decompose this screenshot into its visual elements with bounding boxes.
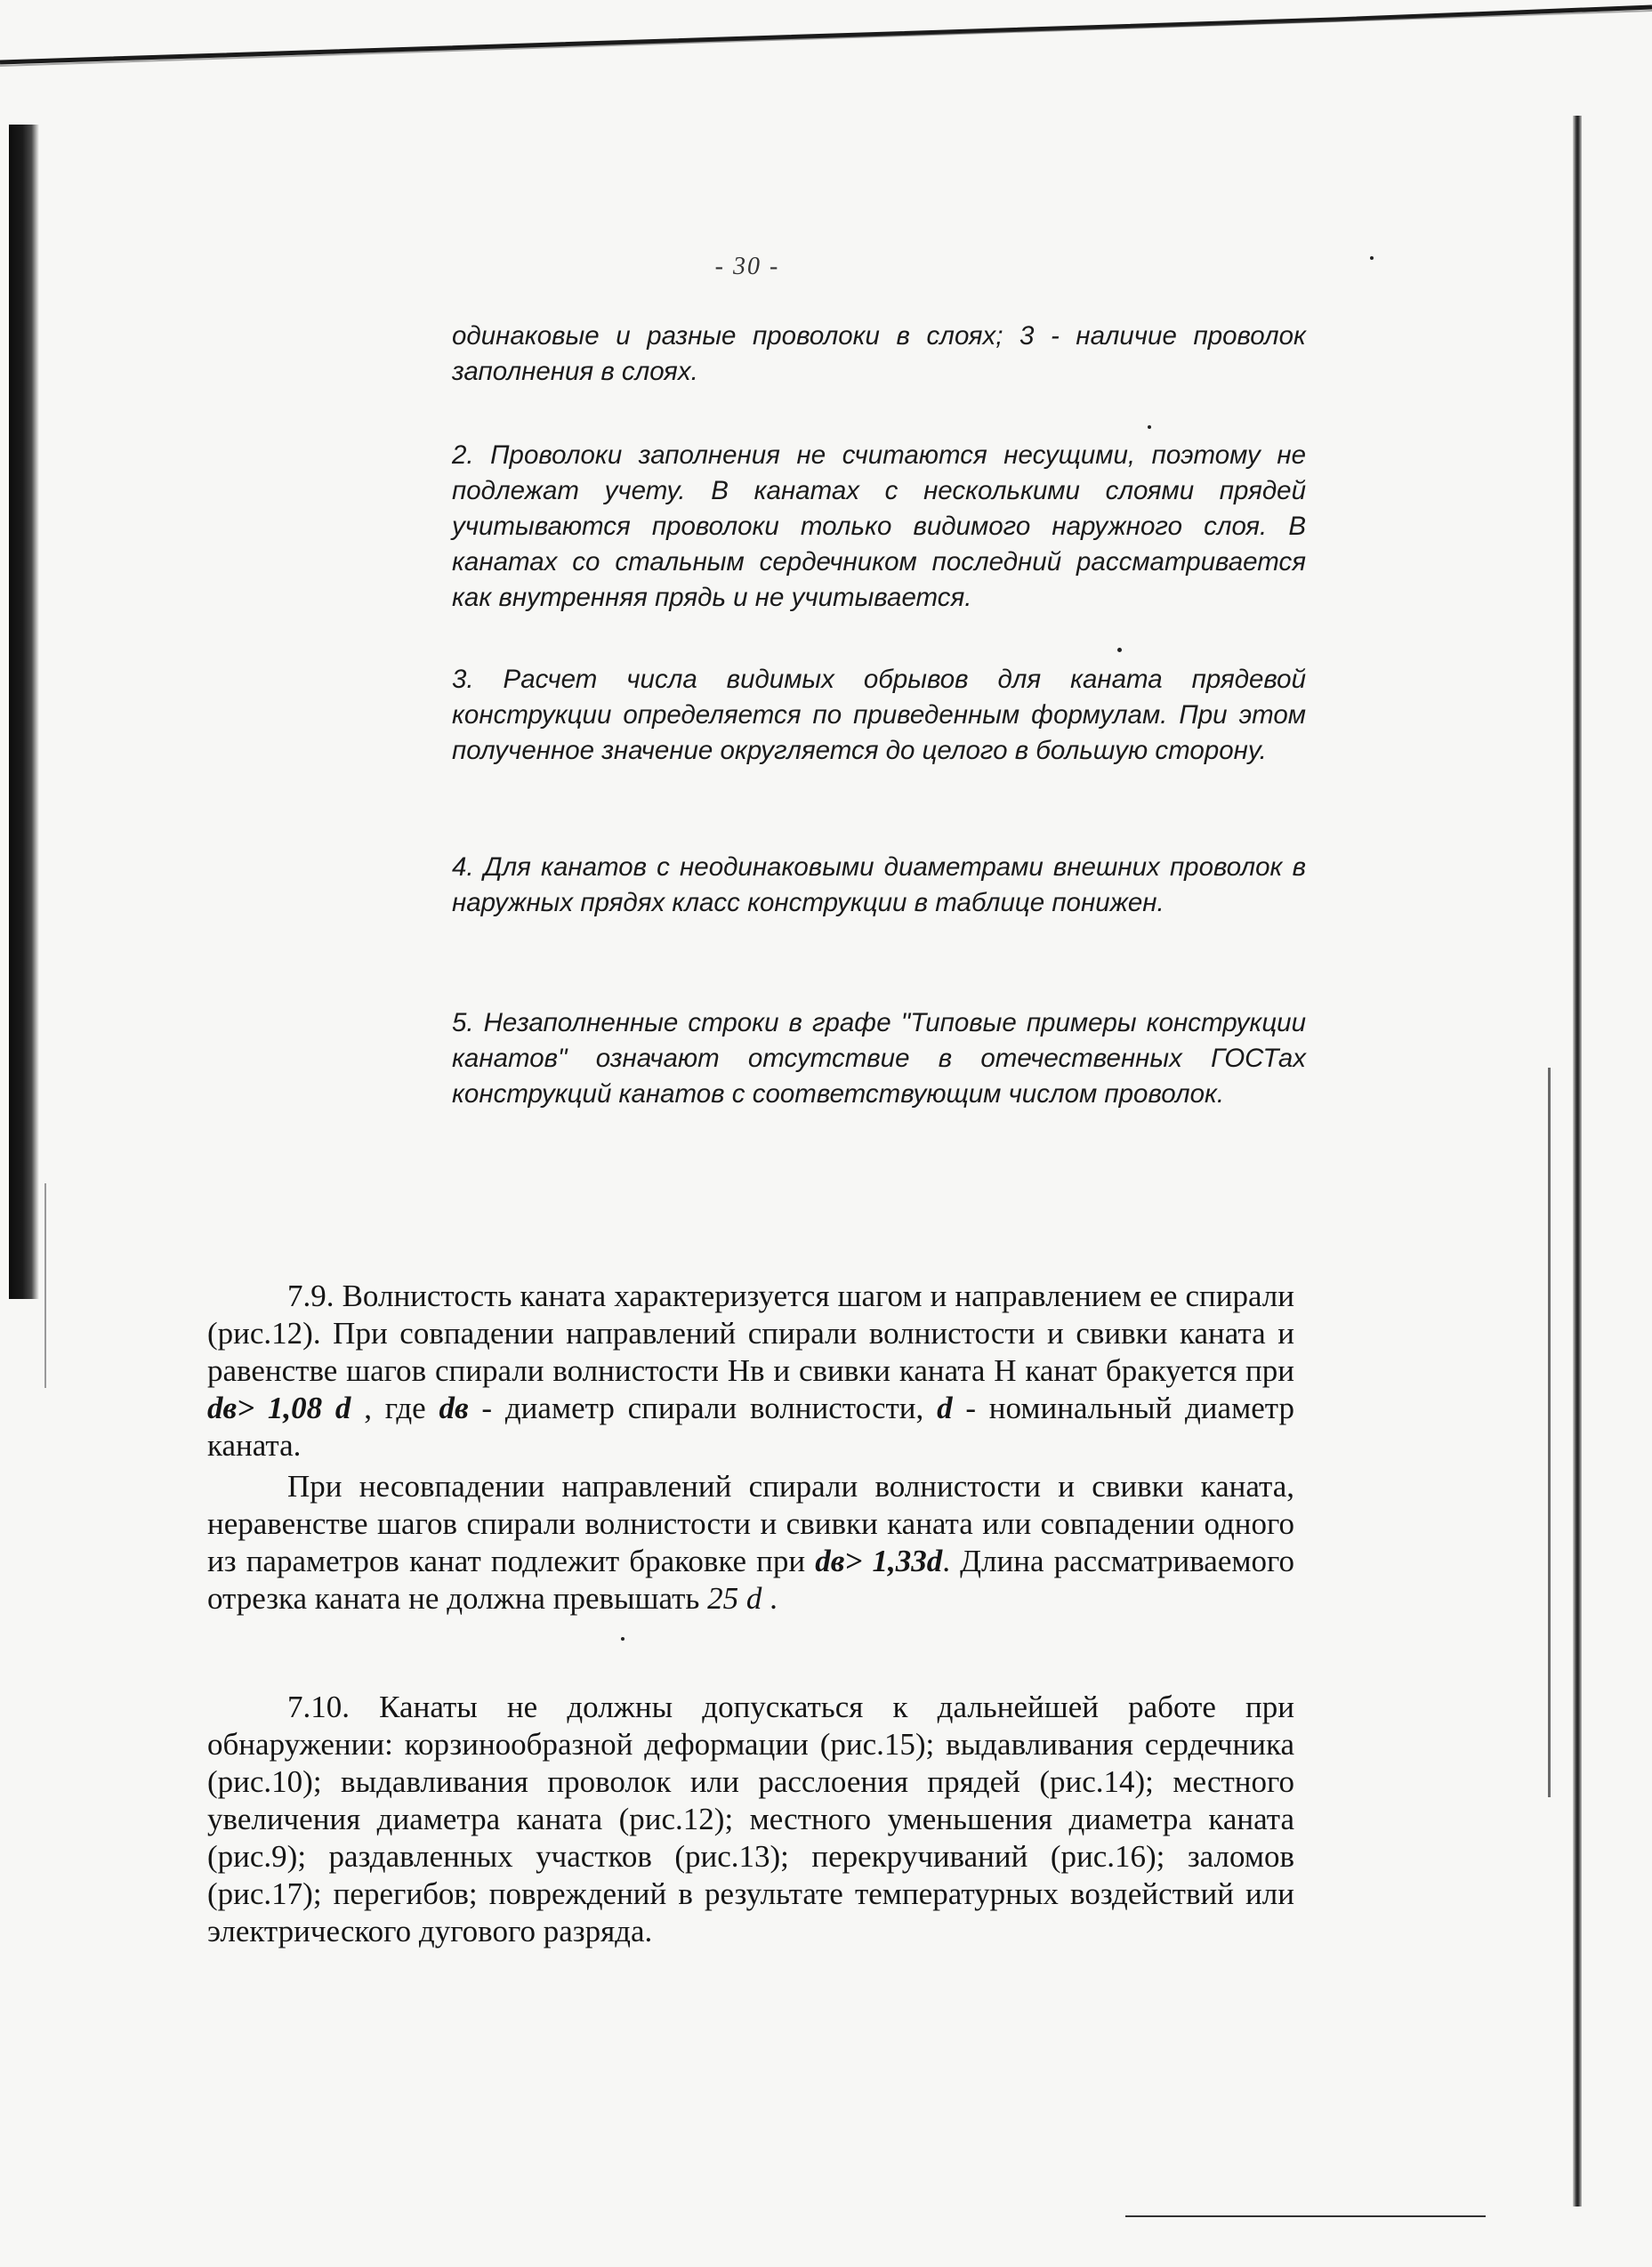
- paragraph-7-10: 7.10. Канаты не должны допускаться к дальнейшей работе при обнаружении: корзинообразной деформации (рис.15); выдавливания сердечника (рис.10); выдавливания проволок или расслоения прядей (рис.14); местного увеличения диаметра каната (рис.12); местного уменьшения диаметра каната (рис.9); раздавленных участков (рис.13); перекручиваний (рис.16); заломов (рис.17); перегибов; повреждений в результате температурных воздействий или электрического дугового разряда.: [207, 1690, 1294, 1948]
- note-3-text: 3. Расчет числа видимых обрывов для каната прядевой конструкции определяется по приведенным формулам. При этом полученное значение округляется до целого в большую сторону.: [452, 665, 1306, 765]
- note-5: [452, 1005, 1306, 1112]
- note-2-text: 2. Проволоки заполнения не считаются несущими, поэтому не подлежат учету. В канатах с несколькими слоями прядей учитываются проволоки только видимого наружного слоя. В канатах со стальным сердечником последний рассматривается как внутренняя прядь и не учитывается.: [452, 440, 1306, 612]
- note-intro: [452, 319, 1306, 390]
- note-4-text: 4. Для канатов с неодинаковыми диаметрами внешних проволок в наружных прядях класс конструкции в таблице понижен.: [452, 852, 1306, 917]
- p79b-text-c: .: [762, 1581, 778, 1616]
- section-7-9: [207, 1278, 1294, 1618]
- scan-speck: [1370, 256, 1374, 260]
- scan-right-edge-shadow: [1573, 116, 1582, 2206]
- page-number: - 30 -: [714, 253, 780, 280]
- paragraph-7-9-b: [207, 1468, 1294, 1618]
- scan-speck: [1117, 648, 1122, 652]
- p79-text-e: - номинальный диаметр каната.: [207, 1391, 1294, 1463]
- p79-symbol-d: d: [937, 1391, 953, 1425]
- scan-speck: [1148, 425, 1151, 429]
- scan-speck: [621, 1637, 625, 1641]
- scan-right-edge-line: [1548, 1068, 1551, 1797]
- note-2: [452, 438, 1306, 616]
- p79-symbol-dv: dв: [439, 1391, 469, 1425]
- paragraph-7-9: [207, 1278, 1294, 1464]
- p79b-text-b: . Длина рассматриваемого отрезка каната не должна превышать: [207, 1544, 1294, 1616]
- p79-text-c: - диаметр спирали волнистости,: [468, 1391, 938, 1425]
- note-4: [452, 850, 1306, 921]
- p79b-formula: dв> 1,33d: [815, 1544, 943, 1578]
- scan-top-edge-line: [0, 0, 1652, 80]
- scan-bottom-line: [1125, 2215, 1486, 2217]
- scan-left-faint-line: [44, 1183, 46, 1388]
- note-intro-text: одинаковые и разные проволоки в слоях; 3 - наличие проволок заполнения в слоях.: [452, 321, 1306, 386]
- p79b-text-a: При несовпадении направлений спирали волнистости и свивки каната, неравенстве шагов спирали волнистости и свивки каната или совпадении одного из параметров канат подлежит браковке при: [207, 1469, 1294, 1578]
- p79-text-b: , где: [351, 1391, 439, 1425]
- note-5-text: 5. Незаполненные строки в графе "Типовые примеры конструкции канатов" означают отсутствие в отечественных ГОСТах конструкций канатов с соответствующим числом проволок.: [452, 1008, 1306, 1109]
- p79-formula-1: dв> 1,08 d: [207, 1391, 351, 1425]
- note-3: [452, 662, 1306, 769]
- p79b-length: 25 d: [707, 1581, 762, 1616]
- scan-left-edge-shadow: [9, 125, 39, 1299]
- p79-text-a: 7.9. Волнистость каната характеризуется шагом и направлением ее спирали (рис.12). При совпадении направлений спирали волнистости и свивки каната и равенстве шагов спирали волнистости Нв и свивки каната Н канат бракуется при: [207, 1279, 1294, 1388]
- section-7-10: [207, 1689, 1294, 1950]
